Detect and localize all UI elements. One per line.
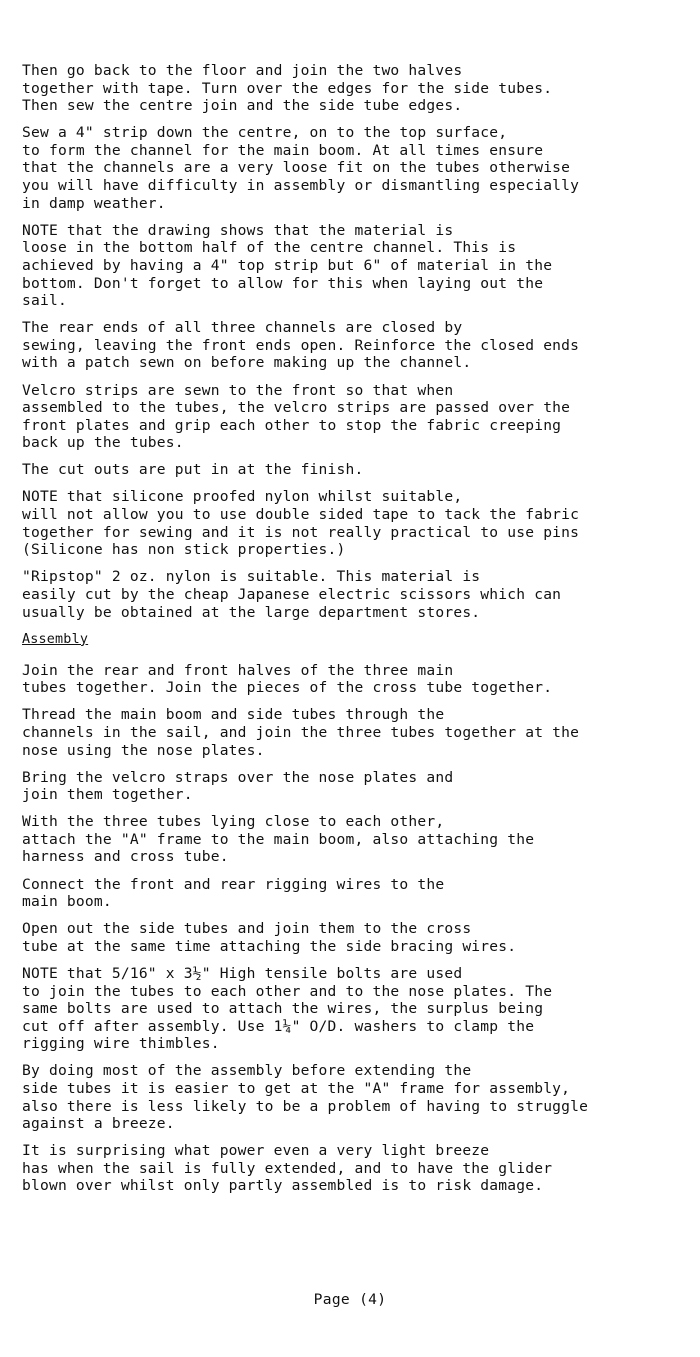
paragraph-ripstop: "Ripstop" 2 oz. nylon is suitable. This material is easily cut by the cheap Japanese electric scissors which can usually be obtained at the large department stores. (22, 568, 562, 621)
paragraph-note-bolts: NOTE that 5/16" x 3½" High tensile bolts are used to join the tubes to each other and to the nose plates. The same bolts are used to attach the wires, the surplus being cut off after assembly. Use 1¼" O/D. washers to clamp the rigging wire thimbles. (22, 964, 553, 1053)
paragraph-thread-tubes: Thread the main boom and side tubes through the channels in the sail, and join the three tubes together at the nose using the nose plates. (22, 706, 580, 759)
paragraph-join-halves: Then go back to the floor and join the two halves together with tape. Turn over the edges for the side tubes. Then sew the centre join and the side tube edges. (22, 62, 553, 115)
paragraph-join-tubes: Join the rear and front halves of the three main tubes together. Join the pieces of the cross tube together. (22, 661, 553, 697)
paragraph-a-frame: With the three tubes lying close to each other, attach the "A" frame to the main boom, also attaching the harness and cross tube. (22, 813, 535, 866)
page-number: Page (4) (313, 1291, 387, 1308)
paragraph-note-centre-channel: NOTE that the drawing shows that the material is loose in the bottom half of the centre channel. This is achieved by having a 4" top strip but 6" of material in the bottom. Don't forget to allow for this when laying out the sail. (22, 221, 553, 310)
paragraph-cut-outs: The cut outs are put in at the finish. (22, 461, 364, 479)
paragraph-rear-ends: The rear ends of all three channels are closed by sewing, leaving the front ends open. Reinforce the closed ends with a patch sewn on before making up the channel. (22, 319, 580, 372)
paragraph-side-tubes: Open out the side tubes and join them to the cross tube at the same time attaching the side bracing wires. (22, 920, 517, 955)
paragraph-velcro-strips: Velcro strips are sewn to the front so that when assembled to the tubes, the velcro strips are passed over the front plates and grip each other to stop the fabric creeping back up the tubes. (22, 381, 571, 452)
paragraph-note-silicone: NOTE that silicone proofed nylon whilst suitable, will not allow you to use double sided tape to tack the fabric together for sewing and it is not really practical to use pins (Silicone has non stick properties.) (22, 488, 580, 559)
paragraph-rigging-wires: Connect the front and rear rigging wires to the main boom. (22, 875, 445, 911)
paragraph-centre-strip: Sew a 4" strip down the centre, on to the top surface, to form the channel for the main boom. At all times ensure that the channels are a very loose fit on the tubes otherwise you will have difficulty in assembly or dismantling especially in damp weather. (22, 124, 580, 212)
paragraph-assembly-order: By doing most of the assembly before extending the side tubes it is easier to get at the "A" frame for assembly, also there is less likely to be a problem of having to struggle against a breeze. (22, 1062, 589, 1133)
paragraph-velcro-straps: Bring the velcro straps over the nose plates and join them together. (22, 768, 454, 804)
paragraph-breeze-warning: It is surprising what power even a very light breeze has when the sail is fully extended, and to have the glider blown over whilst only partly assembled is to risk damage. (22, 1142, 553, 1195)
assembly-heading: Assembly (22, 631, 89, 647)
document-page (22, 62, 694, 1205)
